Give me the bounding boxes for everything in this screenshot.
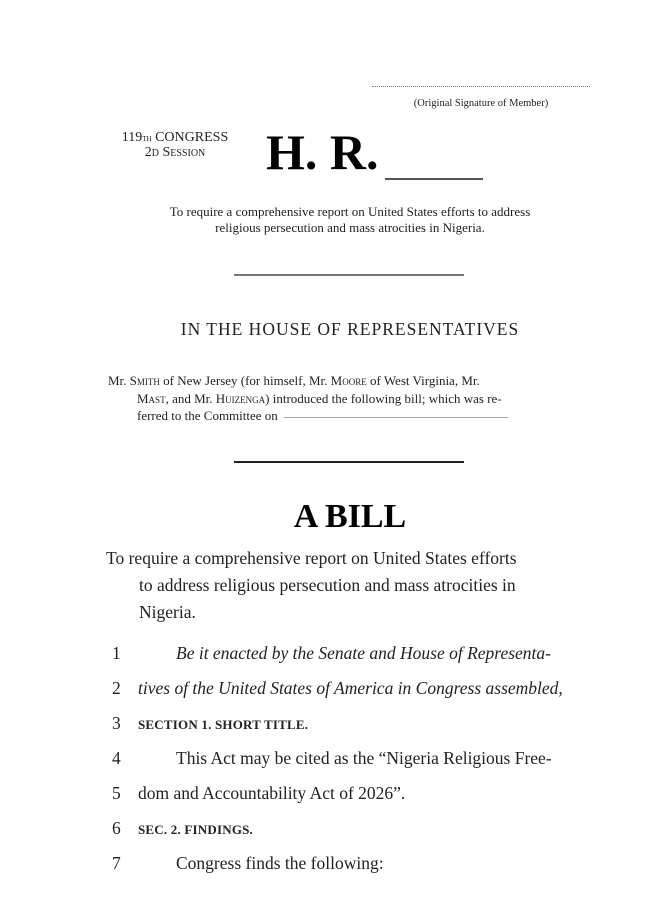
- intro-text: of West Virginia, Mr.: [369, 373, 480, 388]
- short-title: [110, 204, 590, 236]
- congress-suffix: th: [142, 133, 152, 144]
- sponsor-name: Smith: [129, 373, 160, 388]
- line-number: 6: [112, 818, 121, 838]
- signature-label: (Original Signature of Member): [413, 98, 549, 109]
- signature-line: [372, 86, 590, 87]
- intro-line: [108, 407, 592, 425]
- intro-line: [108, 390, 592, 408]
- congress-number: 119: [121, 130, 143, 145]
- introduction: [108, 372, 592, 425]
- session-line: [104, 146, 246, 161]
- intro-text: ferred to the Committee on: [137, 408, 278, 423]
- intro-text: , and Mr.: [165, 390, 213, 406]
- short-title-line: religious persecution and mass atrocities in Nigeria.: [215, 220, 485, 235]
- enacting-clause: tives of the United States of America in Congress assembled,: [138, 678, 563, 698]
- cosponsor-name: Mast: [137, 390, 166, 406]
- congress-line: [104, 131, 246, 146]
- session-word: Session: [162, 145, 206, 160]
- line-number: 3: [112, 713, 121, 733]
- body-text: This Act may be cited as the “Nigeria Religious Free-: [176, 748, 552, 768]
- bill-type: H. R.: [266, 124, 379, 180]
- line-number: 2: [112, 678, 121, 698]
- line-number: 1: [112, 643, 121, 663]
- cosponsor-name: Huizenga: [215, 390, 266, 406]
- line-number: 4: [112, 748, 121, 768]
- long-title-line: to address religious persecution and mass atrocities in: [139, 575, 516, 595]
- intro-text: Mr.: [108, 373, 127, 388]
- committee-blank: [284, 417, 508, 418]
- cosponsor-name: Moore: [330, 373, 367, 388]
- chamber-heading: IN THE HOUSE OF REPRESENTATIVES: [180, 319, 520, 339]
- section-heading: SECTION 1. SHORT TITLE.: [138, 717, 309, 732]
- short-title-line: To require a comprehensive report on United States efforts to address: [169, 204, 531, 219]
- session-suffix: D: [151, 148, 159, 159]
- intro-text: of New Jersey (for himself, Mr.: [163, 373, 328, 388]
- long-title: [106, 545, 596, 626]
- bill-number-blank: [385, 178, 483, 180]
- body-text: Congress finds the following:: [176, 853, 384, 873]
- long-title-line: Nigeria.: [139, 602, 196, 622]
- enacting-clause: Be it enacted by the Senate and House of Representa-: [176, 643, 551, 663]
- congress-word: CONGRESS: [155, 130, 229, 145]
- session-number: 2: [144, 145, 152, 160]
- line-number: 5: [112, 783, 121, 803]
- intro-line: [108, 372, 592, 390]
- section-heading: SEC. 2. FINDINGS.: [138, 822, 254, 837]
- long-title-line: To require a comprehensive report on United States efforts: [106, 548, 517, 568]
- divider: [234, 461, 464, 463]
- intro-text: ) introduced the following bill; which was re-: [265, 390, 502, 406]
- body-text: dom and Accountability Act of 2026”.: [138, 783, 406, 803]
- divider: [234, 274, 464, 276]
- line-number: 7: [112, 853, 121, 873]
- congress-session: [104, 131, 246, 161]
- bill-heading: A BILL: [293, 498, 407, 535]
